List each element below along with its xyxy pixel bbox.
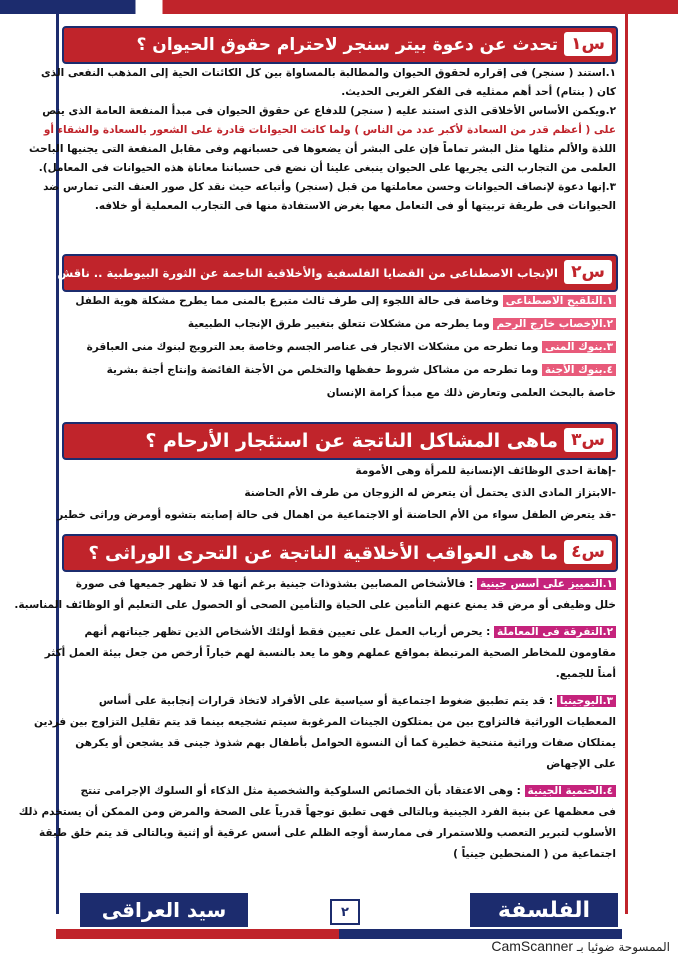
q2-item-1-label: ١.التلقيح الاصطناعى xyxy=(503,295,616,307)
q4-p4-line-4: اجتماعية من ( المنحطين جينياً ) xyxy=(453,848,616,860)
question-2-title: الإنجاب الاصطناعى من القضايا الفلسفية والأخلاقية الناجمة عن الثورة البيوطبية .. ناقش بالأمثلة؟ xyxy=(6,266,558,280)
q4-p2-label: ٢.التفرقة فى المعاملة xyxy=(494,626,616,638)
q2-item-2-text: وما يطرحه من مشكلات تتعلق بتغيير طرق الإنجاب الطبيعية xyxy=(187,318,490,330)
q4-p3-label: ٣.اليوجينيا xyxy=(557,695,616,707)
question-1-number: س١ xyxy=(564,32,612,56)
q3-line-1: -إهانة احدى الوظائف الإنسانية للمرأة وهى الأمومة xyxy=(355,465,616,477)
question-4-header xyxy=(62,534,618,572)
q4-p3-line-4: على الإجهاض xyxy=(546,758,616,770)
question-3-header xyxy=(62,422,618,460)
footer-author: سيد العراقى xyxy=(80,893,248,927)
q4-p1-line-1: ١.التمييز على أسس جينية : فالأشخاص المصابين بشذوذات جينية برغم أنها قد لا تظهر جميعها فى صورة xyxy=(64,574,616,595)
question-4-number: س٤ xyxy=(564,540,612,564)
q1-line-1: ١.استند ( سنجر) فى إقراره لحقوق الحيوان والمطالبة بالمساواة بين كل الكائنات الحية إلى المذهب النفعى الذى xyxy=(41,67,616,79)
q1-line-5: اللذة والألم مثلها مثل البشر تماماً فإن على البشر أن يضعوها فى حسبانهم وفى مقابل المنفعة التى يجنيها الباحث xyxy=(28,143,616,155)
q1-line-6: العلمى من التجارب التى يجريها على الحيوان ينبغى علينا أن نضع فى حسباننا معاناة هذه الحيوانات فى المعامل). xyxy=(38,162,616,174)
question-1-header xyxy=(62,26,618,64)
q4-p1-line-2: خلل وظيفى أو مرض قد يمنع عنهم التأمين على الحياة والتأمين الصحى أو الحصول على التعليم أو الوظائف المناسبة. xyxy=(14,599,616,611)
question-3-number: س٣ xyxy=(564,428,612,452)
q4-p2-line-2: مقاومون للمخاطر الصحية المرتبطة بمواقع عملهم وهو ما يعد بالنسبة لهم خياراً أرخص من جعل بيئة العمل أكثر xyxy=(44,647,616,659)
q4-p2-line-3: أمناً للجميع. xyxy=(555,668,616,680)
q4-p3-line-1: ٣.اليوجينيا : قد يتم تطبيق ضغوط اجتماعية أو سياسية على الأفراد لاتخاذ قرارات إنجابية على أساس xyxy=(64,691,616,712)
q1-line-3: ٢.ويكمن الأساس الأخلاقى الذى استند عليه ( سنجر) للدفاع عن حقوق الحيوان فى مبدأ المنفعة العامة الذى ينص xyxy=(42,105,616,117)
question-2-number: س٢ xyxy=(564,260,612,284)
q4-p2-line-1: ٢.التفرقة فى المعاملة : يحرص أرباب العمل على تعيين فقط أولئك الأشخاص الذين تظهر جيناتهم أنهم xyxy=(64,622,616,643)
q2-tail: خاصة بالبحث العلمى وتعارض ذلك مع مبدأ كرامة الإنسان xyxy=(326,387,616,399)
page-number: ٢ xyxy=(330,899,360,925)
question-3-title: ماهى المشاكل الناتجة عن استئجار الأرحام ؟ xyxy=(145,430,558,452)
q2-item-4-text: وما تطرحه من مشاكل شروط حفظها والتخلص من الأجنة الفائضة وإنتاج أجنة بشرية xyxy=(106,364,539,376)
scanner-watermark: الممسوحة ضوئيا بـ CamScanner xyxy=(491,938,670,954)
q2-item-1-text: وخاصة فى حالة اللجوء إلى طرف ثالث متبرع بالمنى مما يطرح مشكلة هوية الطفل xyxy=(75,295,499,307)
q3-line-3: -قد يتعرض الطفل سواء من الأم الحاضنة أو الاجتماعية من اهمال فى حالة إصابته بتشوه أومرض وراثى خطير xyxy=(57,509,616,521)
q1-line-4: على ( أعظم قدر من السعادة لأكبر عدد من الناس ) ولما كانت الحيوانات قادرة على الشعور بالسعادة والشقاء أو xyxy=(43,124,616,136)
question-2-answer xyxy=(64,290,616,405)
q2-item-4 xyxy=(64,359,616,382)
question-3-answer xyxy=(57,460,616,526)
q2-item-3-text: وما تطرحه من مشكلات الاتجار فى عناصر الجسم وخاصة بعد الترويج لبنوك منى العباقرة xyxy=(86,341,539,353)
q2-item-3 xyxy=(64,336,616,359)
question-4-title: ما هى العواقب الأخلاقية الناتجة عن التحرى الوراثى ؟ xyxy=(88,542,558,564)
q1-line-2: كان ( بنتام) أحد أهم ممثليه فى الفكر الغربى الحديث. xyxy=(341,86,616,98)
q2-item-1 xyxy=(64,290,616,313)
question-1-title: تحدث عن دعوة بيتر سنجر لاحترام حقوق الحيوان ؟ xyxy=(136,35,558,55)
q2-item-4-label: ٤.بنوك الأجنة xyxy=(542,364,616,376)
q4-p4-line-1: ٤.الحتمية الجينية : وهى الاعتقاد بأن الخصائص السلوكية والشخصية مثل الذكاء أو السلوك الإجرامى تنتج xyxy=(64,781,616,802)
question-4-answer xyxy=(14,574,616,865)
question-2-header xyxy=(6,254,618,292)
q2-item-2-label: ٢.الإخصاب خارج الرحم xyxy=(493,318,616,330)
footer-subject: الفلسفة xyxy=(470,893,618,927)
top-color-bar xyxy=(0,0,678,14)
q4-p4-line-3: الأسلوب لتبرير التعصب وللاستمرار فى ممارسة أوجه الظلم على أسس عرقية أو إثنية وبالتالى قد يتم خلق طبقة xyxy=(38,827,616,839)
q4-p3-line-2: المعطيات الوراثية فالتزاوج بين من يمتلكون الجينات المرغوبة سيتم تشجيعه بينما قد يتم تقليل التزاوج بين فردين xyxy=(34,716,616,728)
q1-line-7: ٣.إنها دعوة لإنصاف الحيوانات وحسن معاملتها من قبل (سنجر) وأتباعه حيث نقد كل صور العنف التى تمارس ضد xyxy=(43,181,616,193)
q4-p1-label: ١.التمييز على أسس جينية xyxy=(477,578,616,590)
q3-line-2: -الابتزاز المادى الذى يحتمل أن يتعرض له الزوجان من طرف الأم الحاضنة xyxy=(244,487,616,499)
q4-p4-line-2: فى معظمها عن بنية الفرد الجينية وبالتالى فهى تطبق توجهاً قدرياً على الصحة والمرض ومن الممكن أن يستخدم ذلك xyxy=(18,806,616,818)
q2-item-2 xyxy=(64,313,616,336)
q1-line-8: الحيوانات فى طريقة تربيتها أو فى التعامل معها بغرض الاستفادة منها فى التجارب المعملية أو خلافه. xyxy=(94,200,616,212)
question-1-answer xyxy=(28,64,616,216)
q4-p3-line-3: يمتلكان صفات وراثية متنحية خطيرة كما أن النسوة الحوامل بأطفال بهم شذوذ جينى قد يشجعن أو يكرهن xyxy=(75,737,616,749)
q4-p4-label: ٤.الحتمية الجينية xyxy=(525,785,617,797)
q2-item-3-label: ٣.بنوك المنى xyxy=(542,341,616,353)
